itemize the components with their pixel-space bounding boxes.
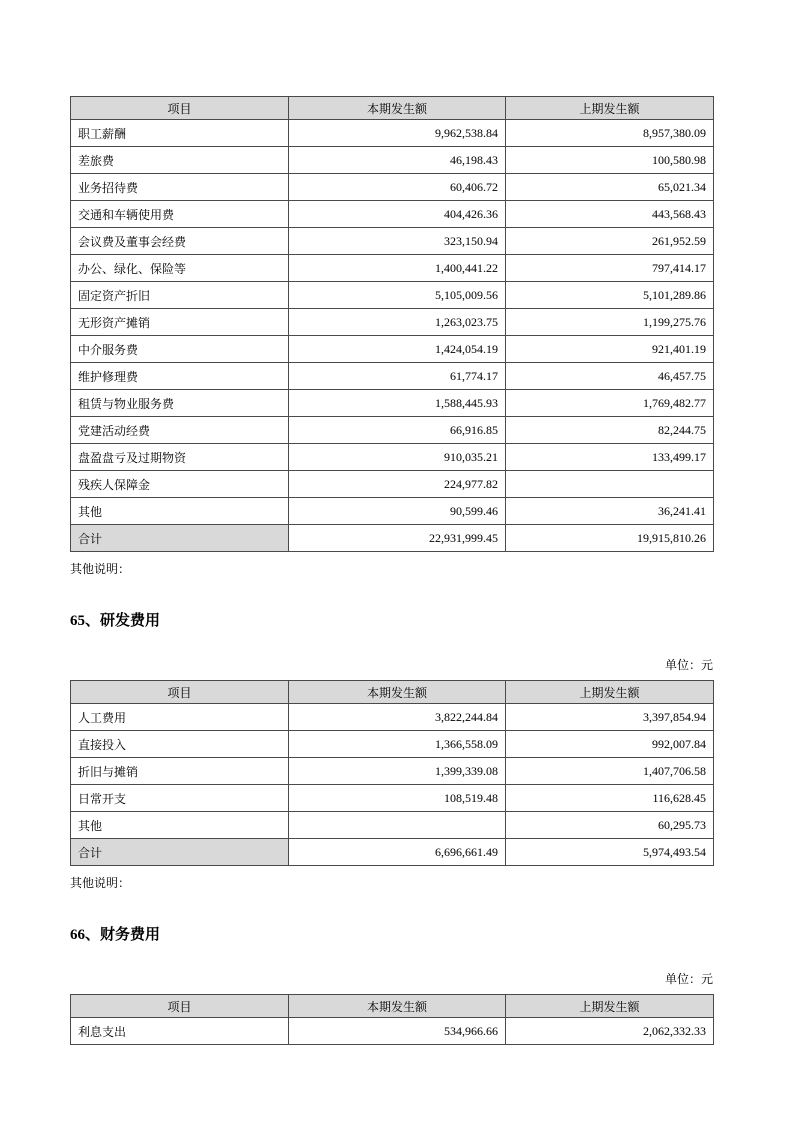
unit-label: 单位：元 — [664, 658, 713, 672]
item-cell: 日常开支 — [71, 785, 289, 812]
section-title-finance-expense: 66、财务费用 — [70, 927, 161, 943]
item-cell: 直接投入 — [71, 731, 289, 758]
other-note: 其他说明： — [70, 876, 131, 890]
value-cell: 6,696,661.49 — [289, 839, 506, 866]
value-cell: 404,426.36 — [289, 201, 506, 228]
value-cell: 60,406.72 — [289, 174, 506, 201]
value-cell: 1,769,482.77 — [506, 390, 714, 417]
table-row — [71, 731, 714, 758]
item-cell: 无形资产摊销 — [71, 309, 289, 336]
header-current-period: 本期发生额 — [289, 995, 506, 1018]
value-cell: 65,021.34 — [506, 174, 714, 201]
value-cell: 2,062,332.33 — [506, 1018, 714, 1045]
value-cell: 5,105,009.56 — [289, 282, 506, 309]
rd-expense-table — [70, 680, 714, 866]
header-current-period: 本期发生额 — [289, 97, 506, 120]
header-current-period: 本期发生额 — [289, 681, 506, 704]
value-cell: 46,457.75 — [506, 363, 714, 390]
value-cell: 224,977.82 — [289, 471, 506, 498]
value-cell: 534,966.66 — [289, 1018, 506, 1045]
item-cell: 人工费用 — [71, 704, 289, 731]
table-row — [71, 363, 714, 390]
item-cell: 合计 — [71, 525, 289, 552]
table-row — [71, 704, 714, 731]
item-cell: 盘盈盘亏及过期物资 — [71, 444, 289, 471]
header-item: 项目 — [71, 681, 289, 704]
value-cell: 22,931,999.45 — [289, 525, 506, 552]
value-cell: 1,407,706.58 — [506, 758, 714, 785]
table-row — [71, 255, 714, 282]
unit-label: 单位：元 — [664, 972, 713, 986]
item-cell: 租赁与物业服务费 — [71, 390, 289, 417]
table-row — [71, 812, 714, 839]
table-row — [71, 336, 714, 363]
item-cell: 差旅费 — [71, 147, 289, 174]
table-row — [71, 282, 714, 309]
table-row — [71, 309, 714, 336]
table-row — [71, 417, 714, 444]
item-cell: 中介服务费 — [71, 336, 289, 363]
item-cell: 党建活动经费 — [71, 417, 289, 444]
value-cell: 8,957,380.09 — [506, 120, 714, 147]
value-cell: 108,519.48 — [289, 785, 506, 812]
header-prior-period: 上期发生额 — [506, 97, 714, 120]
value-cell: 1,424,054.19 — [289, 336, 506, 363]
value-cell: 1,366,558.09 — [289, 731, 506, 758]
value-cell: 1,588,445.93 — [289, 390, 506, 417]
value-cell: 100,580.98 — [506, 147, 714, 174]
table-total-row — [71, 839, 714, 866]
value-cell: 19,915,810.26 — [506, 525, 714, 552]
value-cell: 1,400,441.22 — [289, 255, 506, 282]
value-cell: 1,199,275.76 — [506, 309, 714, 336]
value-cell: 261,952.59 — [506, 228, 714, 255]
item-cell: 职工薪酬 — [71, 120, 289, 147]
value-cell: 9,962,538.84 — [289, 120, 506, 147]
table-row — [71, 444, 714, 471]
item-cell: 办公、绿化、保险等 — [71, 255, 289, 282]
value-cell: 5,101,289.86 — [506, 282, 714, 309]
table-row — [71, 390, 714, 417]
item-cell: 会议费及董事会经费 — [71, 228, 289, 255]
value-cell: 3,397,854.94 — [506, 704, 714, 731]
table-row — [71, 758, 714, 785]
header-prior-period: 上期发生额 — [506, 681, 714, 704]
table-header-row — [71, 995, 714, 1018]
value-cell: 61,774.17 — [289, 363, 506, 390]
header-prior-period: 上期发生额 — [506, 995, 714, 1018]
table-total-row — [71, 525, 714, 552]
value-cell: 46,198.43 — [289, 147, 506, 174]
item-cell: 合计 — [71, 839, 289, 866]
table-row — [71, 785, 714, 812]
value-cell: 443,568.43 — [506, 201, 714, 228]
header-item: 项目 — [71, 995, 289, 1018]
table-row — [71, 201, 714, 228]
document-page — [70, 0, 713, 1045]
value-cell: 1,263,023.75 — [289, 309, 506, 336]
item-cell: 业务招待费 — [71, 174, 289, 201]
value-cell: 797,414.17 — [506, 255, 714, 282]
item-cell: 其他 — [71, 498, 289, 525]
value-cell: 60,295.73 — [506, 812, 714, 839]
value-cell: 323,150.94 — [289, 228, 506, 255]
other-note: 其他说明： — [70, 562, 131, 576]
header-item: 项目 — [71, 97, 289, 120]
value-cell: 1,399,339.08 — [289, 758, 506, 785]
table-header-row — [71, 681, 714, 704]
table-row — [71, 228, 714, 255]
value-cell: 116,628.45 — [506, 785, 714, 812]
item-cell: 固定资产折旧 — [71, 282, 289, 309]
table-row — [71, 498, 714, 525]
item-cell: 交通和车辆使用费 — [71, 201, 289, 228]
value-cell — [289, 812, 506, 839]
item-cell: 其他 — [71, 812, 289, 839]
value-cell — [506, 471, 714, 498]
finance-expense-table — [70, 994, 714, 1045]
value-cell: 36,241.41 — [506, 498, 714, 525]
table-row — [71, 1018, 714, 1045]
value-cell: 82,244.75 — [506, 417, 714, 444]
value-cell: 910,035.21 — [289, 444, 506, 471]
table-row — [71, 147, 714, 174]
value-cell: 66,916.85 — [289, 417, 506, 444]
table-row — [71, 471, 714, 498]
value-cell: 921,401.19 — [506, 336, 714, 363]
item-cell: 残疾人保障金 — [71, 471, 289, 498]
table-row — [71, 174, 714, 201]
item-cell: 折旧与摊销 — [71, 758, 289, 785]
value-cell: 133,499.17 — [506, 444, 714, 471]
value-cell: 992,007.84 — [506, 731, 714, 758]
value-cell: 3,822,244.84 — [289, 704, 506, 731]
table-row — [71, 120, 714, 147]
item-cell: 利息支出 — [71, 1018, 289, 1045]
section-title-rd-expense: 65、研发费用 — [70, 613, 161, 629]
value-cell: 90,599.46 — [289, 498, 506, 525]
item-cell: 维护修理费 — [71, 363, 289, 390]
admin-expense-table — [70, 96, 714, 552]
value-cell: 5,974,493.54 — [506, 839, 714, 866]
table-header-row — [71, 97, 714, 120]
